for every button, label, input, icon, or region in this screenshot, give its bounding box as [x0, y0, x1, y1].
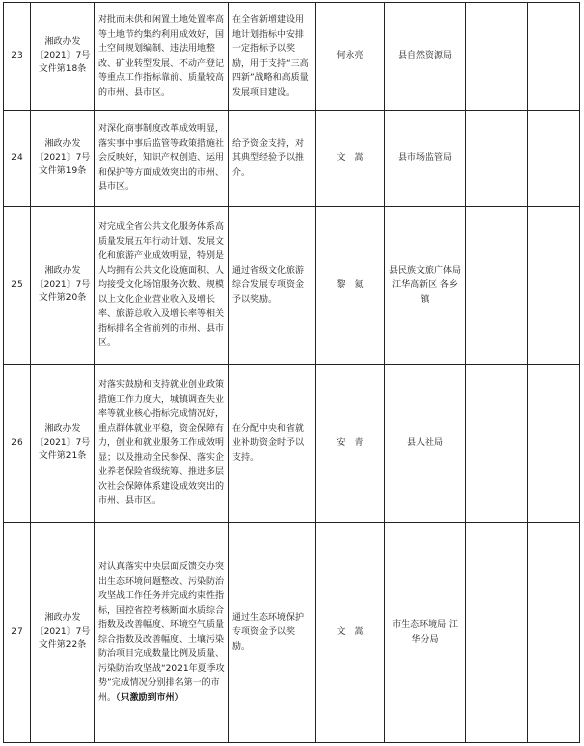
- incentive-condition: 对认真落实中央层面反馈交办突出生态环境问题整改、污染防治攻坚战工作任务并完成约束性指标，国控省控考核断面水质综合指数及改善幅度、环境空气质量综合指数及改善幅度、土壤污染防治项目完成数量比例及质量、污染防治攻坚战“2021年夏季攻势”完成情况分别排名第一的市州。（只激励到市州）: [95, 523, 229, 743]
- empty-cell: [528, 111, 580, 207]
- row-number: 26: [4, 365, 31, 523]
- incentive-measure: 给予资金支持，对其典型经验予以推介。: [229, 111, 316, 207]
- responsible-department: 县市场监管局: [385, 111, 466, 207]
- document-reference: 湘政办发〔2021〕7号文件第20条: [31, 207, 95, 365]
- empty-cell: [528, 207, 580, 365]
- incentive-condition: 对完成全省公共文化服务体系高质量发展五年行动计划、发展文化和旅游产业成效明显，特别是人均拥有公共文化设施面积、人均接受文化场馆服务次数、规模以上文化企业营业收入及增长率、旅游总收入及增长率等相关指标排名全省前列的市州、县市区。: [95, 207, 229, 365]
- incentive-condition: 对批而未供和闲置土地处置率高等土地节约集约利用成效好，国土空间规划编制、违法用地整改、矿业转型发展、不动产登记等重点工作指标靠前、质量较高的市州、县市区。: [95, 3, 229, 111]
- incentive-condition: 对深化商事制度改革成效明显，落实事中事后监管等政策措施社会反映好，知识产权创造、运用和保护等方面成效突出的市州、县市区。: [95, 111, 229, 207]
- empty-cell: [466, 3, 528, 111]
- document-reference: 湘政办发〔2021〕7号文件第22条: [31, 523, 95, 743]
- incentive-condition: 对落实鼓励和支持就业创业政策措施工作力度大，城镇调查失业率等就业核心指标完成情况好，重点群体就业平稳，资金保障有力，创业和就业服务工作成效明显；以及推动全民参保、落实企业养老保险省级统筹、推进多层次社会保障体系建设成效突出的市州、县市区。: [95, 365, 229, 523]
- empty-cell: [466, 207, 528, 365]
- empty-cell: [466, 111, 528, 207]
- row-number: 25: [4, 207, 31, 365]
- responsible-person: 黎 氦: [316, 207, 385, 365]
- row-number: 24: [4, 111, 31, 207]
- incentive-measure: 在全省新增建设用地计划指标中安排一定指标予以奖励，用于支持“三高四新”战略和高质量发展项目建设。: [229, 3, 316, 111]
- table-row: [4, 365, 580, 523]
- document-reference: 湘政办发〔2021〕7号文件第18条: [31, 3, 95, 111]
- responsible-person: 安 青: [316, 365, 385, 523]
- incentive-measure: 通过生态环境保护专项资金予以奖励。: [229, 523, 316, 743]
- empty-cell: [528, 523, 580, 743]
- empty-cell: [466, 365, 528, 523]
- document-reference: 湘政办发〔2021〕7号文件第21条: [31, 365, 95, 523]
- empty-cell: [528, 365, 580, 523]
- table-row: [4, 3, 580, 111]
- responsible-person: 文 嵩: [316, 111, 385, 207]
- empty-cell: [466, 523, 528, 743]
- responsible-department: 县自然资源局: [385, 3, 466, 111]
- incentive-measure: 在分配中央和省就业补助资金时予以支持。: [229, 365, 316, 523]
- responsible-person: 文 嵩: [316, 523, 385, 743]
- condition-note: （只激励到市州）: [116, 692, 184, 703]
- responsible-department: 市生态环境局 江华分局: [385, 523, 466, 743]
- document-reference: 湘政办发〔2021〕7号文件第19条: [31, 111, 95, 207]
- row-number: 23: [4, 3, 31, 111]
- table-row: [4, 523, 580, 743]
- empty-cell: [528, 3, 580, 111]
- responsible-person: 何永亮: [316, 3, 385, 111]
- incentive-measure: 通过省级文化旅游综合发展专项资金予以奖励。: [229, 207, 316, 365]
- table-row: [4, 111, 580, 207]
- responsible-department: 县民族文旅广体局 江华高新区 各乡镇: [385, 207, 466, 365]
- row-number: 27: [4, 523, 31, 743]
- incentive-table: [3, 2, 580, 743]
- responsible-department: 县人社局: [385, 365, 466, 523]
- table-row: [4, 207, 580, 365]
